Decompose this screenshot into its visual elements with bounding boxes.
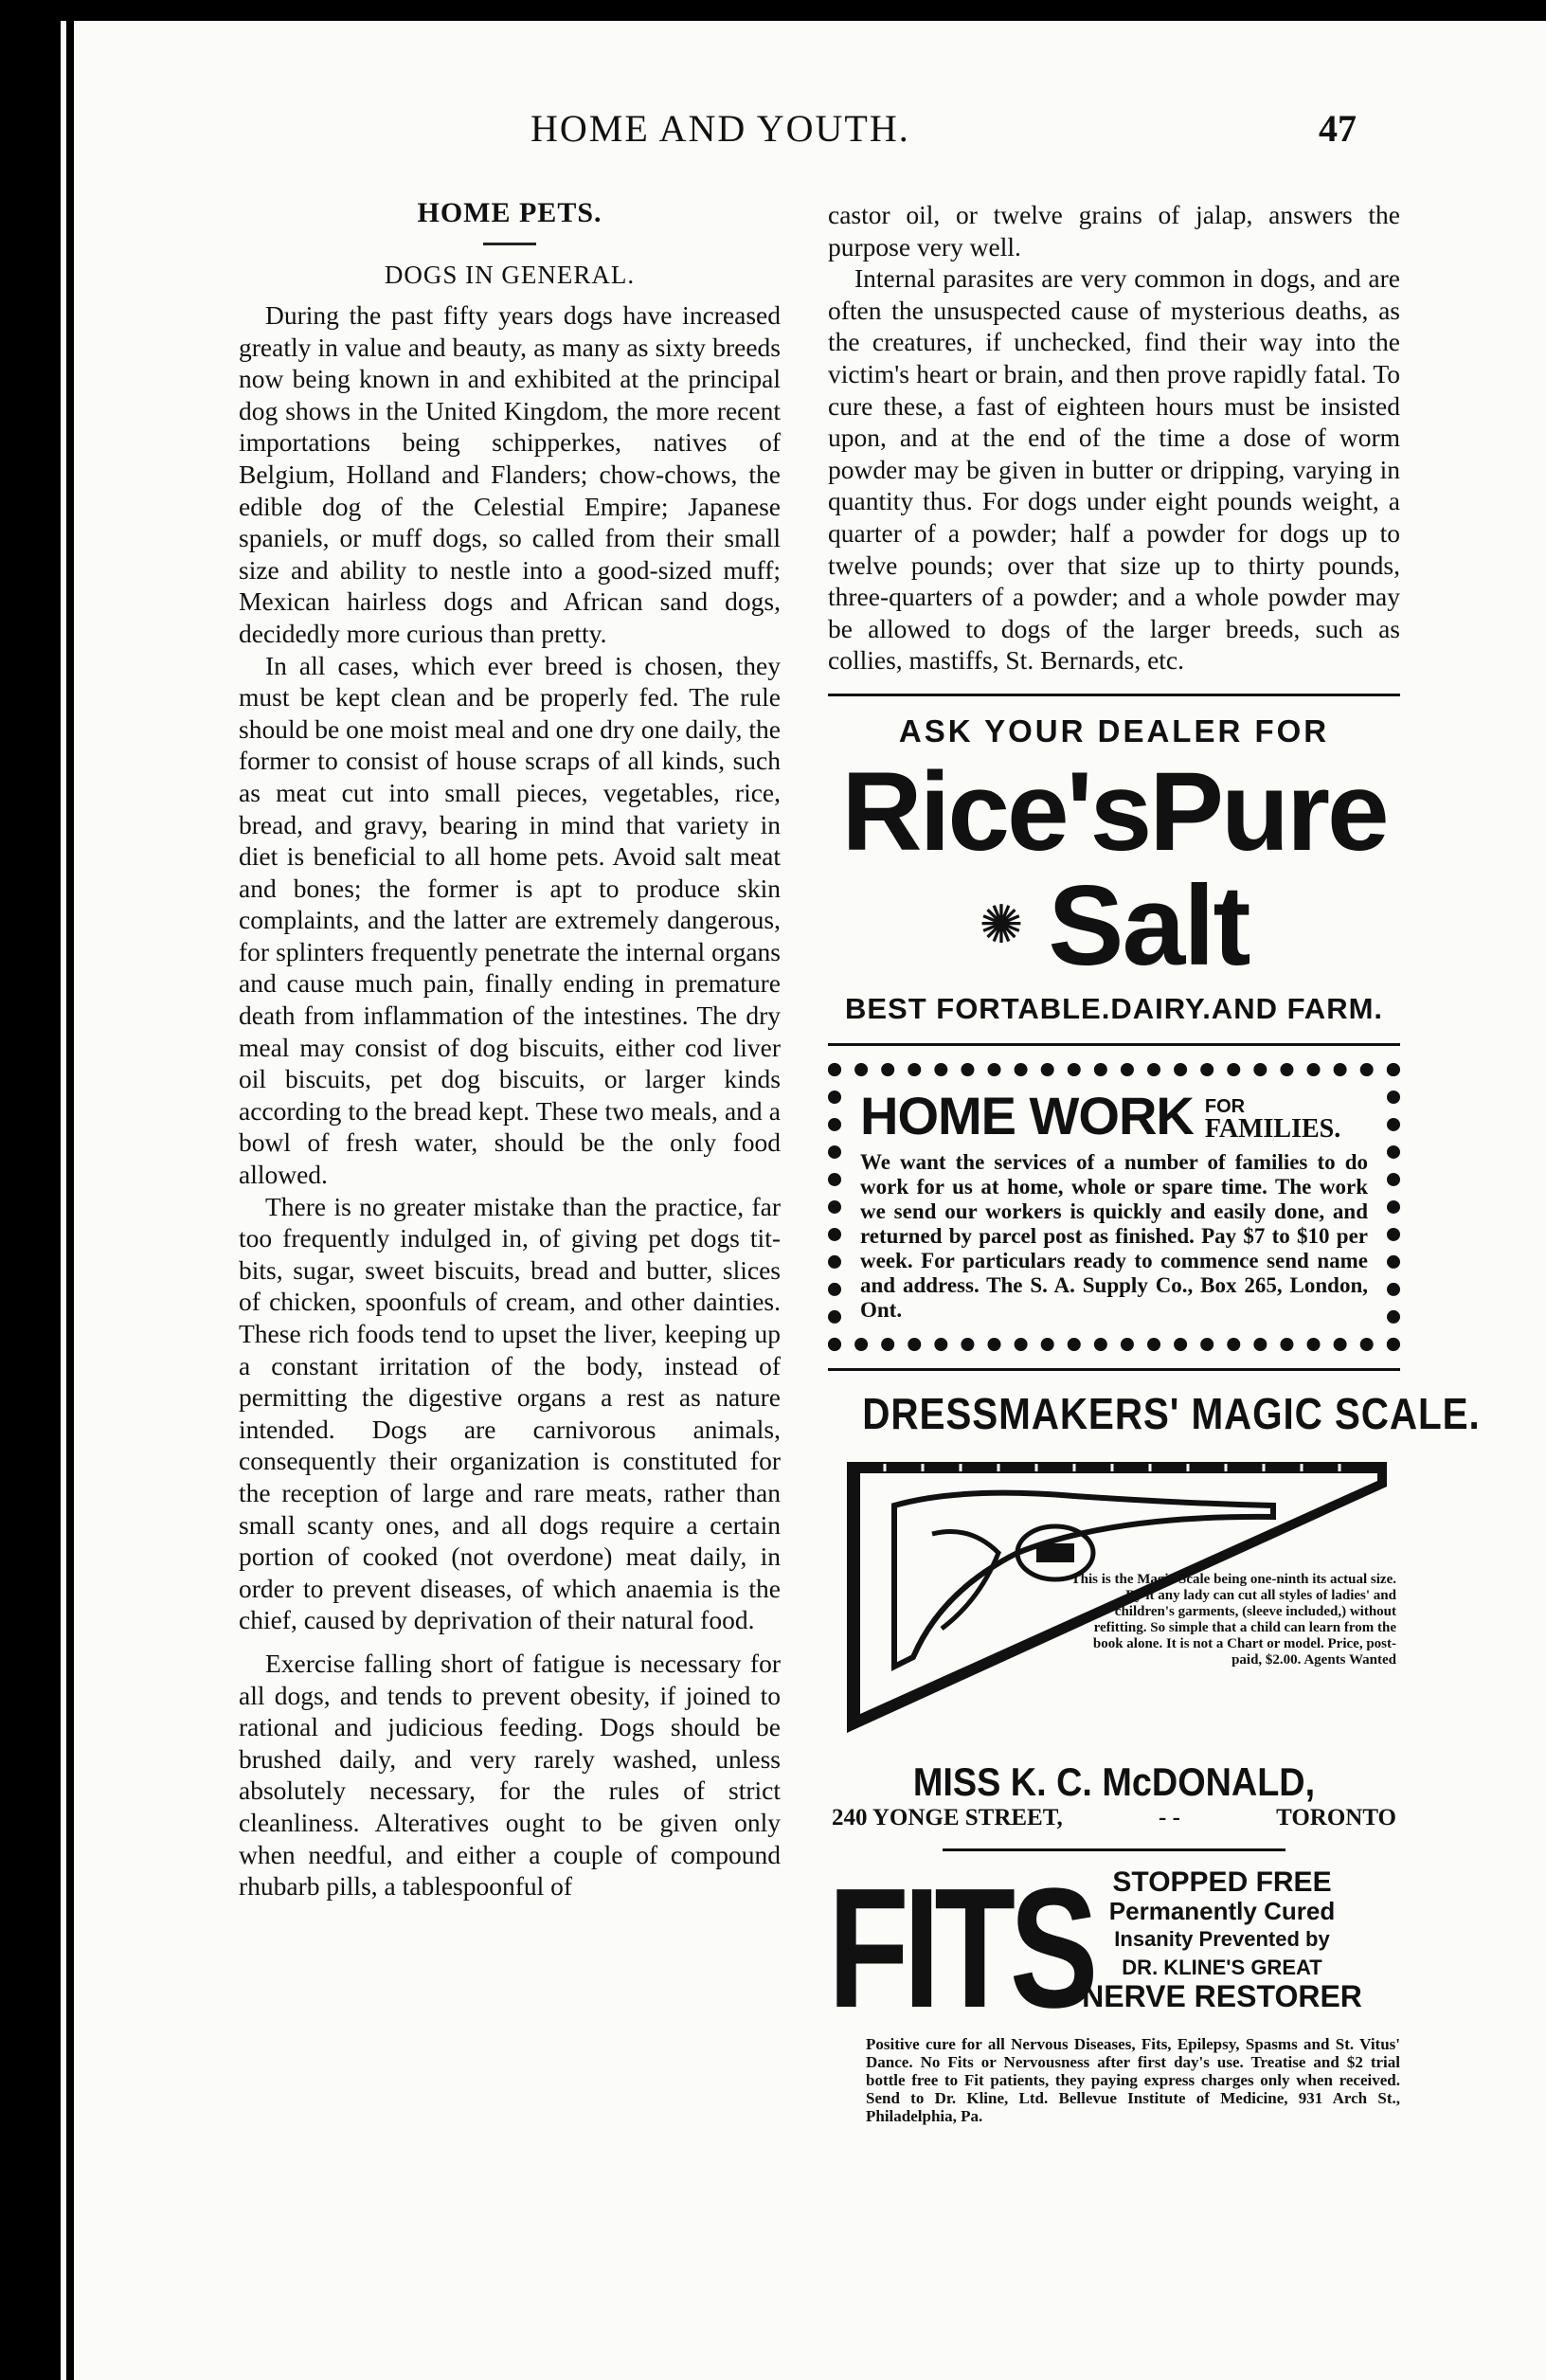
scan-top-edge (0, 0, 1546, 21)
paragraph: Exercise falling short of fatigue is necessary for all dogs, and tends to prevent obesity, if joined to rational and judicious feeding. Dogs should be brushed daily, and very rarely washed, unless absolutely necessary, for the rules of strict cleanliness. Alteratives ought to be given only when needful, and either a couple of compound rhubarb pills, a tablespoonful of (239, 1648, 781, 1902)
home-work-title: HOME WORK (860, 1085, 1194, 1145)
paragraph: During the past fifty years dogs have increased greatly in value and beauty, as many as sixty breeds now being known in and exhibited at the principal dog shows in the United Kingdom, the more recent importations being schipperkes, natives of Belgium, Holland and Flanders; chow-chows, the edible dog of the Celestial Empire; Japanese spaniels, or muff dogs, so called from their small size and ability to nestle into a good-sized muff; Mexican hairless dogs and African sand dogs, decidedly more curious than pretty. (239, 300, 781, 648)
rice-ad-footer: BEST FORTABLE.DAIRY.AND FARM. (844, 991, 1384, 1025)
dress-ad-dashes: - - (1159, 1804, 1180, 1830)
magic-scale-illustration (828, 1449, 1400, 1752)
paragraph: There is no greater mistake than the practice, far too frequently indulged in, of giving pet dogs tit-bits, sugar, sweet biscuits, bread and butter, slices of chicken, spoonfuls of cream, and other dainties. These rich foods tend to upset the liver, keeping up a constant irritation of the body, instead of permitting the digestive organs a rest as nature intended. Dogs are carnivorous animals, consequently their organization is constituted for the reception of large and rare meats, rather than small scanty ones, and all dogs require a certain portion of cooked (not overdone) meat daily, in order to prevent diseases, of which anaemia is the chief, caused by deprivation of their natural food. (239, 1191, 781, 1635)
flower-ornament-icon: ✺ (979, 896, 1024, 956)
paragraph: castor oil, or twelve grains of jalap, answers the purpose very well. (828, 200, 1400, 261)
fits-advert (828, 1852, 1400, 2044)
right-column (828, 199, 1481, 2125)
dressmakers-advert (828, 1388, 1481, 1831)
divider (828, 1368, 1400, 1371)
fits-ad-heading: FITS (828, 1852, 1093, 2044)
title-dash (483, 243, 536, 245)
paragraph: In all cases, which ever breed is chosen, they must be kept clean and be properly fed. The rule should be one moist meal and one dry one daily, the former to consist of house scraps of all kinds, such as meat cut into small pieces, vegetables, rice, bread, and gravy, bearing in mind that variety in diet is beneficial to all home pets. Avoid salt meat and bones; the former is apt to produce skin complaints, and the latter are extremely dangerous, for splinters frequently penetrate the internal organs and cause much pain, finally ending in premature death from inflammation of the intestines. The dry meal may consist of dog biscuits, either cod liver oil biscuits, pet dog biscuits, or larger kinds according to the bread kept. These two meals, and a bowl of fresh water, should be the only food allowed. (239, 650, 781, 1190)
left-column (239, 197, 781, 1902)
article-title: HOME PETS. (417, 197, 602, 228)
fits-ad-line: NERVE RESTORER (1082, 1978, 1362, 2013)
fits-ad-line: Insanity Prevented by (1114, 1926, 1330, 1951)
paragraph: Internal parasites are very common in dogs, and are often the unsuspected cause of mysterious deaths, as the creatures, if unchecked, find their way into the victim's heart or brain, and then prove rapidly fatal. To cure these, a fast of eighteen hours must be insisted upon, and at the end of the time a dose of worm powder may be given in butter or dripping, varying in quantity thus. For dogs under eight pounds weight, a quarter of a powder; half a powder for dogs up to twelve pounds; over that size up to thirty pounds, three-quarters of a powder; and a whole powder may be allowed to dogs of the larger breeds, such as collies, mastiffs, St. Bernards, etc. (828, 263, 1400, 676)
rice-salt-advert (828, 713, 1400, 1026)
home-work-families: FAMILIES. (1204, 1113, 1341, 1144)
dress-ad-city: TORONTO (1276, 1804, 1396, 1830)
dress-ad-title: DRESSMAKERS' MAGIC SCALE. (862, 1388, 1481, 1438)
home-work-body: We want the services of a number of families to do work for us at home, whole or spare time. The work we send our workers is quickly and easily done, and returned by parcel post as finished. Pay $7 to $10 per week. For particulars ready to commence send name and address. The S. A. Supply Co., Box 265, London, Ont. (860, 1149, 1368, 1322)
divider (828, 1043, 1400, 1046)
dress-ad-address (828, 1805, 1400, 1831)
rice-ad-tagline: ASK YOUR DEALER FOR (898, 712, 1330, 748)
dress-ad-name: MISS K. C. McDONALD, (912, 1758, 1316, 1804)
home-work-for: FOR (1204, 1095, 1246, 1117)
dress-ad-caption: This is the Magic Scale being one-ninth its actual size. By it any lady can cut all styles of ladies' and children's garments, (sleeve included,) without refitting. So simple that a child can learn from the book alone. It is not a Chart or model. Price, post-paid, $2.00. Agents Wanted (1070, 1571, 1396, 1668)
dress-ad-street: 240 YONGE STREET, (832, 1804, 1063, 1830)
fits-ad-line: Permanently Cured (1108, 1896, 1336, 1925)
page-number: 47 (1319, 107, 1357, 150)
rice-ad-brand: Rice'sPure (841, 748, 1387, 874)
binding-line (61, 21, 66, 2380)
home-work-advert (828, 1063, 1400, 1351)
divider (828, 694, 1400, 696)
fits-ad-body: Positive cure for all Nervous Diseases, Fits, Epilepsy, Spasms and St. Vitus' Dance. No Fits or Nervousness after first day's use. Treatise and $2 trial bottle free to Fit patients, they paying express charges only when received. Send to Dr. Kline, Ltd. Bellevue Institute of Medicine, 931 Arch St., Philadelphia, Pa. (866, 2034, 1400, 2125)
rice-ad-salt: Salt (1048, 861, 1249, 989)
divider (943, 1848, 1285, 1851)
running-header: HOME AND YOUTH. (530, 107, 910, 150)
fits-ad-line: DR. KLINE'S GREAT (1122, 1955, 1322, 1979)
fits-ad-line: STOPPED FREE (1112, 1866, 1332, 1898)
article-subtitle: DOGS IN GENERAL. (384, 261, 636, 289)
